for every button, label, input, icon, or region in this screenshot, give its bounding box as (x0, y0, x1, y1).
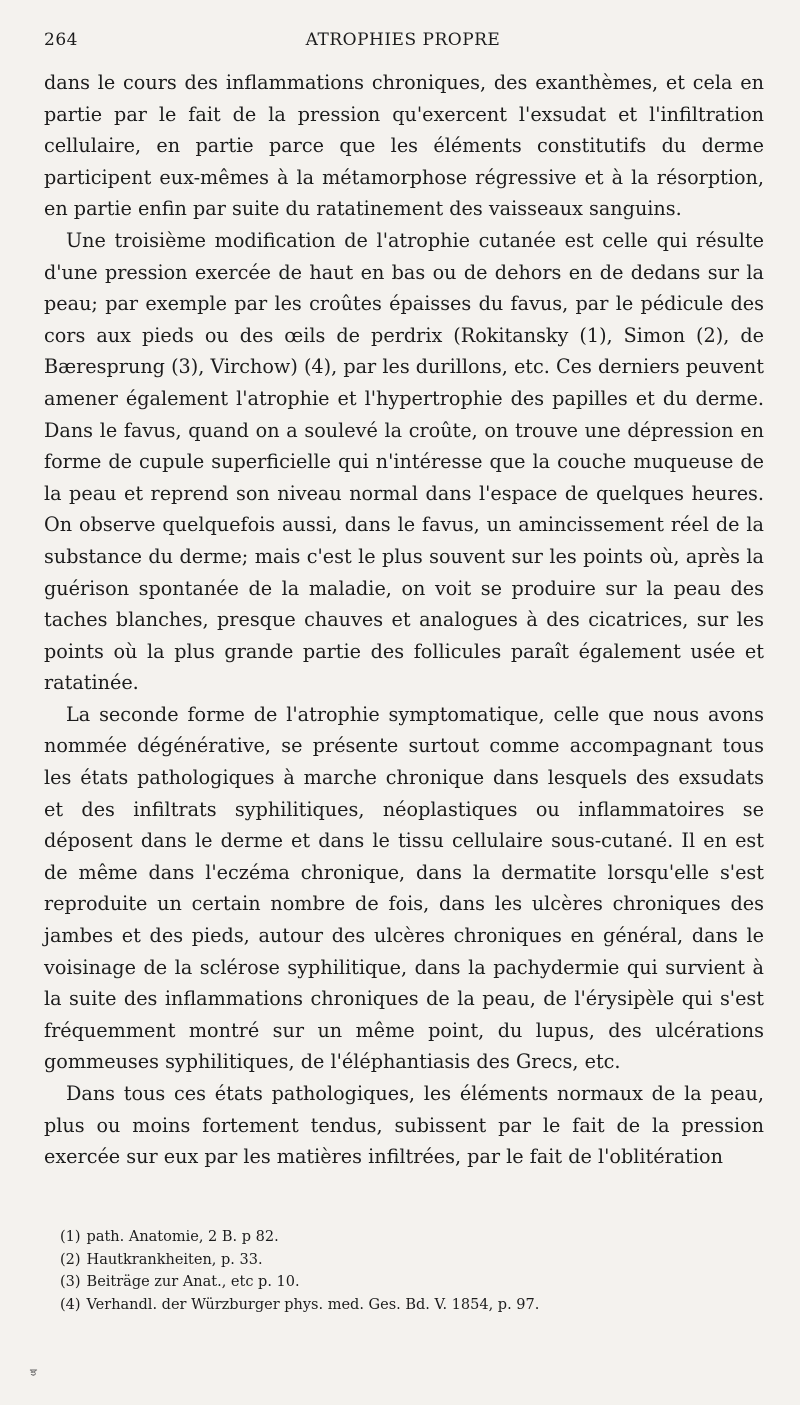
footnote-text: Hautkrankheiten, p. 33. (86, 1251, 263, 1268)
paragraph: dans le cours des inflammations chroniques, des exanthèmes, et cela en partie par le fait de la pression qu'exercent l'exsudat et l'infiltration cellulaire, en partie parce que les éléments constitutifs du derme participent eux-mêmes à la métamorphose régressive et à la résorption, en partie enfin par suite du ratatinement des vaisseaux sanguins. (44, 71, 764, 221)
footnote-mark: (3) (60, 1274, 81, 1290)
printer-mark: ਝ (30, 1366, 37, 1379)
paragraph: La seconde forme de l'atrophie symptomatique, celle que nous avons nommée dégénérative, se présente surtout comme accompagnant tous les états pathologiques à marche chronique dans lesquels des exsudats et des infiltrats syphilitiques, néoplastiques ou inflammatoires se déposent dans le derme et dans le tissu cellulaire sous-cutané. Il en est de même dans l'eczéma chronique, dans la dermatite lorsqu'elle s'est reproduite un certain nombre de fois, dans les ulcères chroniques des jambes et des pieds, autour des ulcères chroniques en général, dans le voisinage de la sclérose syphilitique, dans la pachydermie qui survient à la suite des inflammations chroniques de la peau, de l'érysipèle qui s'est fréquemment montré sur un même point, du lupus, des ulcérations gommeuses syphilitiques, de l'éléphantiasis des Grecs, etc. (44, 702, 764, 1074)
running-title: ATROPHIES PROPRE (305, 30, 501, 50)
footnote (60, 1271, 760, 1294)
page-header (44, 30, 762, 60)
footnote (60, 1249, 760, 1272)
paragraph: Une troisième modification de l'atrophie cutanée est celle qui résulte d'une pression exercée de haut en bas ou de dehors en de dedans sur la peau; par exemple par les croûtes épaisses du favus, par le pédicule des cors aux pieds ou des œils de perdrix (Rokitansky (1), Simon (2), de Bæresprung (3), Virchow) (4), par les durillons, etc. Ces derniers peuvent amener également l'atrophie et l'hypertrophie des papilles et du derme. Dans le favus, quand on a soulevé la croûte, on trouve une dépression en forme de cupule superficielle qui n'intéresse que la couche muqueuse de la peau et reprend son niveau normal dans l'espace de quelques heures. On observe quelquefois aussi, dans le favus, un amincissement réel de la substance du derme; mais c'est le plus souvent sur les points où, après la guérison spontanée de la maladie, on voit se produire sur la peau des taches blanches, presque chauves et analogues à des cicatrices, sur les points où la plus grande partie des follicules paraît également usée et ratatinée. (44, 228, 764, 695)
footnote (60, 1294, 760, 1317)
footnote (60, 1226, 760, 1249)
paragraph: Dans tous ces états pathologiques, les éléments normaux de la peau, plus ou moins fortement tendus, subissent par le fait de la pression exercée sur eux par les matières infiltrées, par le fait de l'oblitération (44, 1082, 764, 1169)
footnotes (60, 1226, 760, 1316)
footnote-mark: (2) (60, 1251, 81, 1268)
footnote-mark: (1) (60, 1229, 81, 1245)
body-text (44, 67, 764, 1173)
footnote-mark: (4) (60, 1296, 81, 1313)
footnote-text: path. Anatomie, 2 B. p 82. (86, 1229, 279, 1245)
footnote-text: Beiträge zur Anat., etc p. 10. (86, 1274, 300, 1290)
footnote-text: Verhandl. der Würzburger phys. med. Ges. Bd. V. 1854, p. 97. (86, 1296, 540, 1313)
page-number: 264 (44, 30, 78, 50)
